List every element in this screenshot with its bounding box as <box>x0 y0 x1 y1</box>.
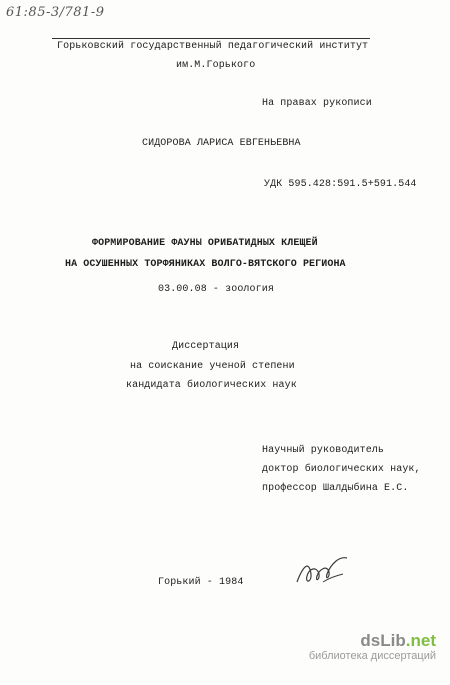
watermark-brand-suffix: .net <box>405 631 436 650</box>
institution-line-1: Горьковский государственный педагогический институт <box>57 41 369 52</box>
advisor-degree: доктор биологических наук, <box>262 464 421 475</box>
watermark-subtitle: библиотека диссертаций <box>308 650 436 662</box>
top-rule <box>52 38 370 39</box>
specialty-code: 03.00.08 - зоология <box>158 284 274 295</box>
title-line-1: ФОРМИРОВАНИЕ ФАУНЫ ОРИБАТИДНЫХ КЛЕЩЕЙ <box>92 238 318 249</box>
advisor-name: профессор Шалдыбина Е.С. <box>262 483 409 494</box>
place-year: Горький - 1984 <box>158 577 244 588</box>
signature <box>293 552 353 597</box>
watermark-brand-prefix: dsLib <box>360 631 406 650</box>
degree-line-2: кандидата биологических наук <box>126 380 297 391</box>
advisor-title: Научный руководитель <box>262 445 385 456</box>
dslib-watermark <box>309 632 436 663</box>
rights-note: На правах рукописи <box>262 98 372 109</box>
title-line-2: НА ОСУШЕННЫХ ТОРФЯНИКАХ ВОЛГО-ВЯТСКОГО РЕГИОНА <box>65 259 346 270</box>
author-name: СИДОРОВА ЛАРИСА ЕВГЕНЬЕВНА <box>142 138 301 149</box>
degree-line-1: на соискание ученой степени <box>130 361 295 372</box>
dissertation-type: Диссертация <box>172 341 240 352</box>
udc-code: УДК 595.428:591.5+591.544 <box>264 179 417 190</box>
watermark-brand <box>309 632 436 650</box>
archive-number: 61:85-3/781-9 <box>6 5 105 20</box>
institution-line-2: им.М.Горького <box>176 60 256 71</box>
